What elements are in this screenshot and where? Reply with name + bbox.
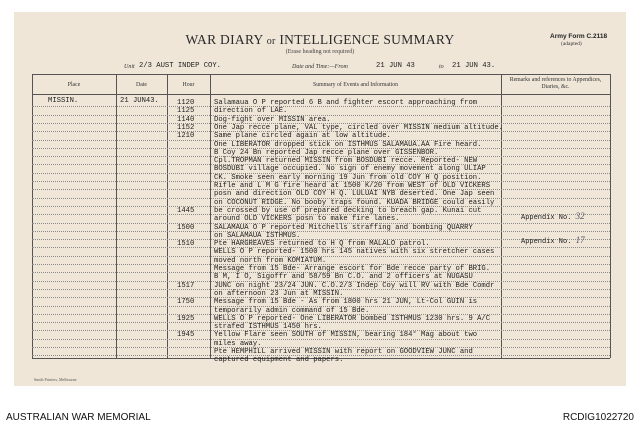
summary-line: SALAMAUA O P reported Mitchells straffing and bombing QUARRY <box>214 223 473 232</box>
hour-value: 1125 <box>177 107 195 116</box>
hour-value: 1517 <box>177 281 195 290</box>
summary-line: moved north from KOMIATUM. <box>214 256 327 265</box>
col-head-date: Date <box>136 82 147 88</box>
title-main: WAR DIARY <box>185 32 264 47</box>
summary-line: Message from 15 Bde - As from 1800 hrs 21 JUN, Lt-Col GUIN is <box>214 298 478 307</box>
summary-line: Pte HEMPHILL arrived MISSIN with report on GOODVIEW JUNC and <box>214 348 473 356</box>
summary-line: B M, I O, Sigoffr and 58/59 Bn C.O. and 2 officers at NUGASU <box>214 273 473 282</box>
date-label: Date and Time:—From <box>292 64 348 70</box>
unit-value: 2/3 AUST INDEP COY. <box>139 62 221 70</box>
summary-line: Salamaua O P reported 6 B and fighter escort approaching from <box>214 99 478 107</box>
summary-line: miles away. <box>214 339 262 348</box>
hour-value: 1210 <box>177 132 195 141</box>
hour-value: 1445 <box>177 206 195 215</box>
summary-line: Message from 15 Bde- Arrange escort for Bde recce party of BRIG. <box>214 265 491 273</box>
summary-line: direction of LAE. <box>214 107 288 116</box>
hour-value: 1945 <box>177 331 195 340</box>
printer-imprint: Smith Printers, Melbourne <box>34 377 77 382</box>
summary-line: B Coy 24 Bn reported Jap recce plane over GISSENBOR. <box>214 148 439 157</box>
col-line-3 <box>210 74 211 358</box>
footer-archive: AUSTRALIAN WAR MEMORIAL <box>6 412 151 423</box>
summary-line: on COCONUT RIDGE. No booby traps found. KUADA BRIDGE could easily <box>214 198 495 207</box>
hour-value: 1750 <box>177 298 195 307</box>
summary-line: WELLS O P reported- 1500 hrs 145 natives with six stretcher cases <box>214 248 495 257</box>
summary-line: around OLD VICKERS posn to make fire lanes. <box>214 215 400 224</box>
summary-line: strafed ISTHMUS 1450 hrs. <box>214 323 322 332</box>
hour-value: 1510 <box>177 240 195 249</box>
hour-value: 1140 <box>177 115 195 124</box>
summary-line: One Jap recce plane, VAL type, circled over MISSIN medium altitude. <box>214 123 503 132</box>
summary-line: CK. Smoke seen early morning 19 Jun from old COY H Q position. <box>214 173 482 182</box>
title-or: or <box>266 36 276 47</box>
col-line-0 <box>32 74 33 358</box>
unit-label: Unit <box>124 64 135 70</box>
summary-line: posn and direction OLD COY H Q. LULUAI NYB deserted. One Jap seen <box>214 190 495 199</box>
col-head-place: Place <box>67 82 81 88</box>
col-line-1 <box>116 74 117 358</box>
summary-line: captured equipment and papers. <box>214 356 344 365</box>
form-number: Army Form C.2118 <box>550 33 608 40</box>
summary-line: Yellow Flare seen SOUTH of MISSIN, bearing 184° Mag about two <box>214 331 478 340</box>
header-top-rule <box>32 74 610 75</box>
to-label: to <box>439 64 444 70</box>
summary-line: JUNC on night 23/24 JUN. C.O.2/3 Indep Coy will RV with Bde Comdr <box>214 281 495 290</box>
hour-value: 1120 <box>177 99 195 107</box>
form-title <box>14 32 626 48</box>
appendix-label-2: Appendix No. <box>521 238 572 246</box>
appendix-ref-1 <box>521 211 585 222</box>
summary-line: on afternoon 23 Jun at MISSIN. <box>214 289 344 298</box>
diary-sheet <box>14 12 626 386</box>
appendix-number-2: 17 <box>575 235 585 245</box>
header-bottom-rule <box>32 94 610 95</box>
col-line-4 <box>501 74 502 358</box>
date-to: 21 JUN 43. <box>452 62 496 70</box>
appendix-number-1: 32 <box>575 211 585 221</box>
entry-place: MISSIN. <box>48 97 79 105</box>
summary-line: be crossed by use of prepared decking to breach gap. Kunai cut <box>214 206 482 215</box>
col-line-2 <box>167 74 168 358</box>
summary-line: Rifle and L M G fire heard at 1500 K/20 from WEST of OLD VICKERS <box>214 182 491 190</box>
col-line-5 <box>610 74 611 358</box>
hour-value: 1500 <box>177 223 195 232</box>
summary-line: BOSDUBI village occupied. No sign of enemy movement along ULIAP <box>214 165 486 174</box>
appendix-ref-2 <box>521 235 585 246</box>
form-subtitle: (Erase heading not required) <box>285 49 355 55</box>
form-sub: (adapted) <box>561 41 582 47</box>
col-head-remarks: Remarks and references to Appendices, Diaries, &c. <box>509 77 602 90</box>
summary-line: temporarily admin command of 15 Bde. <box>214 306 370 315</box>
summary-line: Cpl.TROPMAN returned MISSIN from BOSDUBI recce. Reported- NEW <box>214 157 478 166</box>
hour-value: 1925 <box>177 314 195 323</box>
summary-line: One LIBERATOR dropped stick on ISTHMUS SALAMAUA.AA Fire heard. <box>214 140 482 149</box>
col-head-summary: Summary of Events and Information <box>312 82 398 88</box>
summary-line: Pte HARGREAVES returned to H Q from MALALO patrol. <box>214 240 430 249</box>
summary-line: WELLS O P reported- One LIBERATOR bombed ISTHMUS 1230 hrs. 9 A/C <box>214 314 491 323</box>
hour-value: 1152 <box>177 123 195 132</box>
footer-record-id: RCDIG1022720 <box>562 412 634 423</box>
date-from: 21 JUN 43 <box>376 62 415 70</box>
summary-line: Same plane circled again at low altitude. <box>214 132 391 141</box>
summary-line: Dog-fight over MISSIN area. <box>214 115 331 124</box>
entry-date: 21 JUN43. <box>120 97 159 105</box>
appendix-label-1: Appendix No. <box>521 214 572 222</box>
summary-line: on SALAMAUA ISTHMUS. <box>214 231 301 240</box>
title-second: INTELLIGENCE SUMMARY <box>279 32 455 47</box>
col-head-hour: Hour <box>182 82 195 88</box>
